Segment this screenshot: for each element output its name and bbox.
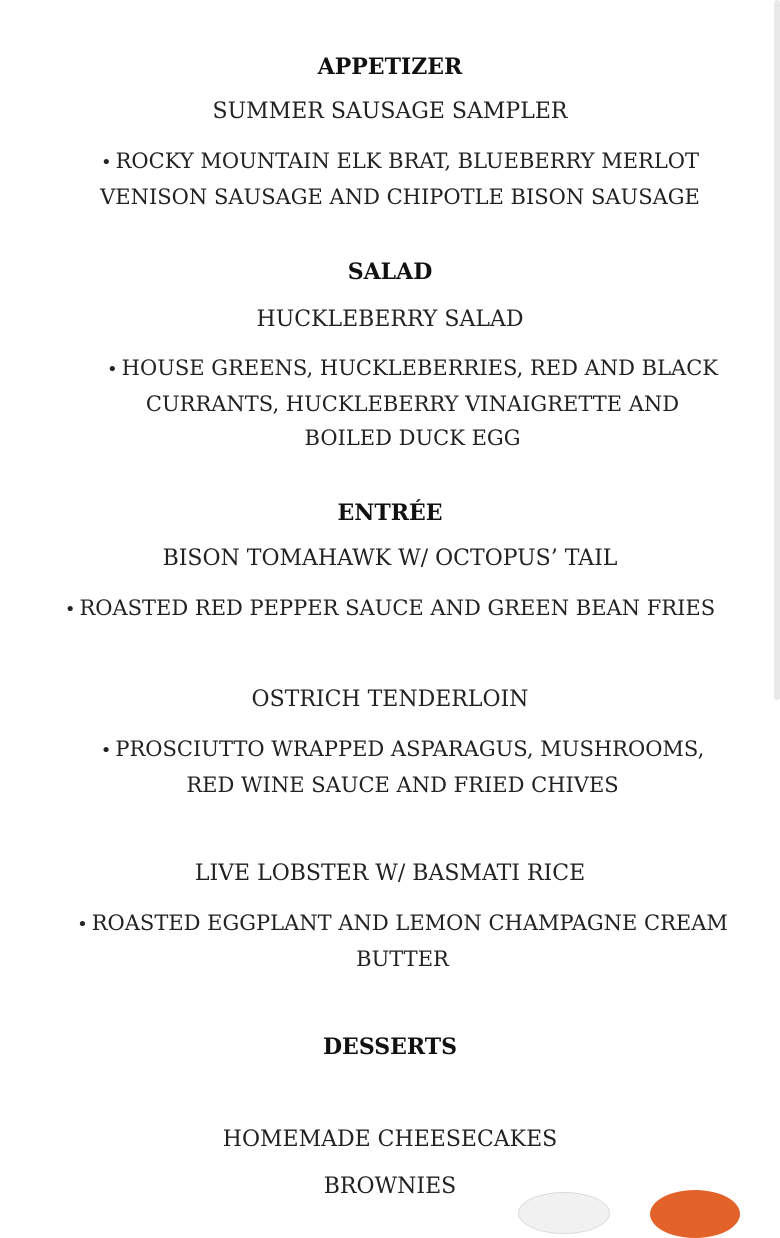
section-heading-desserts: DESSERTS (322, 1034, 458, 1060)
dish-title-huckleberry-salad: HUCKLEBERRY SALAD (256, 307, 524, 332)
floating-button-partial[interactable] (518, 1192, 610, 1234)
bullet-icon: • (100, 740, 112, 761)
dish-description-text: PROSCIUTTO WRAPPED ASPARAGUS, MUSHROOMS, RED WINE SAUCE AND FRIED CHIVES (115, 737, 705, 797)
bullet-icon: • (100, 152, 112, 173)
dish-description-text: ROASTED RED PEPPER SAUCE AND GREEN BEAN FRIES (79, 596, 716, 620)
bullet-icon: • (64, 599, 76, 620)
dish-description-live-lobster (75, 906, 730, 976)
dish-description-huckleberry-salad (100, 351, 725, 455)
dessert-item-brownies: BROWNIES (323, 1174, 457, 1199)
section-heading-entree: ENTRÉE (337, 500, 443, 526)
section-heading-salad: SALAD (347, 259, 433, 285)
scrollbar[interactable] (774, 0, 780, 700)
dish-description-text: ROASTED EGGPLANT AND LEMON CHAMPAGNE CREAM BUTTER (91, 911, 728, 971)
dish-description-text: HOUSE GREENS, HUCKLEBERRIES, RED AND BLACK CURRANTS, HUCKLEBERRY VINAIGRETTE AND BOILED DUCK EGG (121, 356, 718, 450)
dish-title-ostrich-tenderloin: OSTRICH TENDERLOIN (251, 687, 529, 712)
dessert-item-cheesecakes: HOMEMADE CHEESECAKES (222, 1127, 558, 1152)
dish-description-bison-tomahawk (0, 591, 780, 627)
dish-title-bison-tomahawk: BISON TOMAHAWK W/ OCTOPUS’ TAIL (162, 546, 618, 571)
dish-title-live-lobster: LIVE LOBSTER W/ BASMATI RICE (194, 861, 586, 886)
dish-description-ostrich-tenderloin (75, 732, 730, 802)
bullet-icon: • (77, 914, 88, 935)
dish-description-text: ROCKY MOUNTAIN ELK BRAT, BLUEBERRY MERLOT VENISON SAUSAGE AND CHIPOTLE BISON SAUSAGE (100, 149, 700, 209)
dish-description-summer-sausage (90, 144, 710, 214)
section-heading-appetizer: APPETIZER (317, 54, 463, 80)
dish-title-summer-sausage: SUMMER SAUSAGE SAMPLER (212, 99, 568, 124)
bullet-icon: • (107, 359, 118, 380)
floating-action-button-partial[interactable] (650, 1190, 740, 1238)
